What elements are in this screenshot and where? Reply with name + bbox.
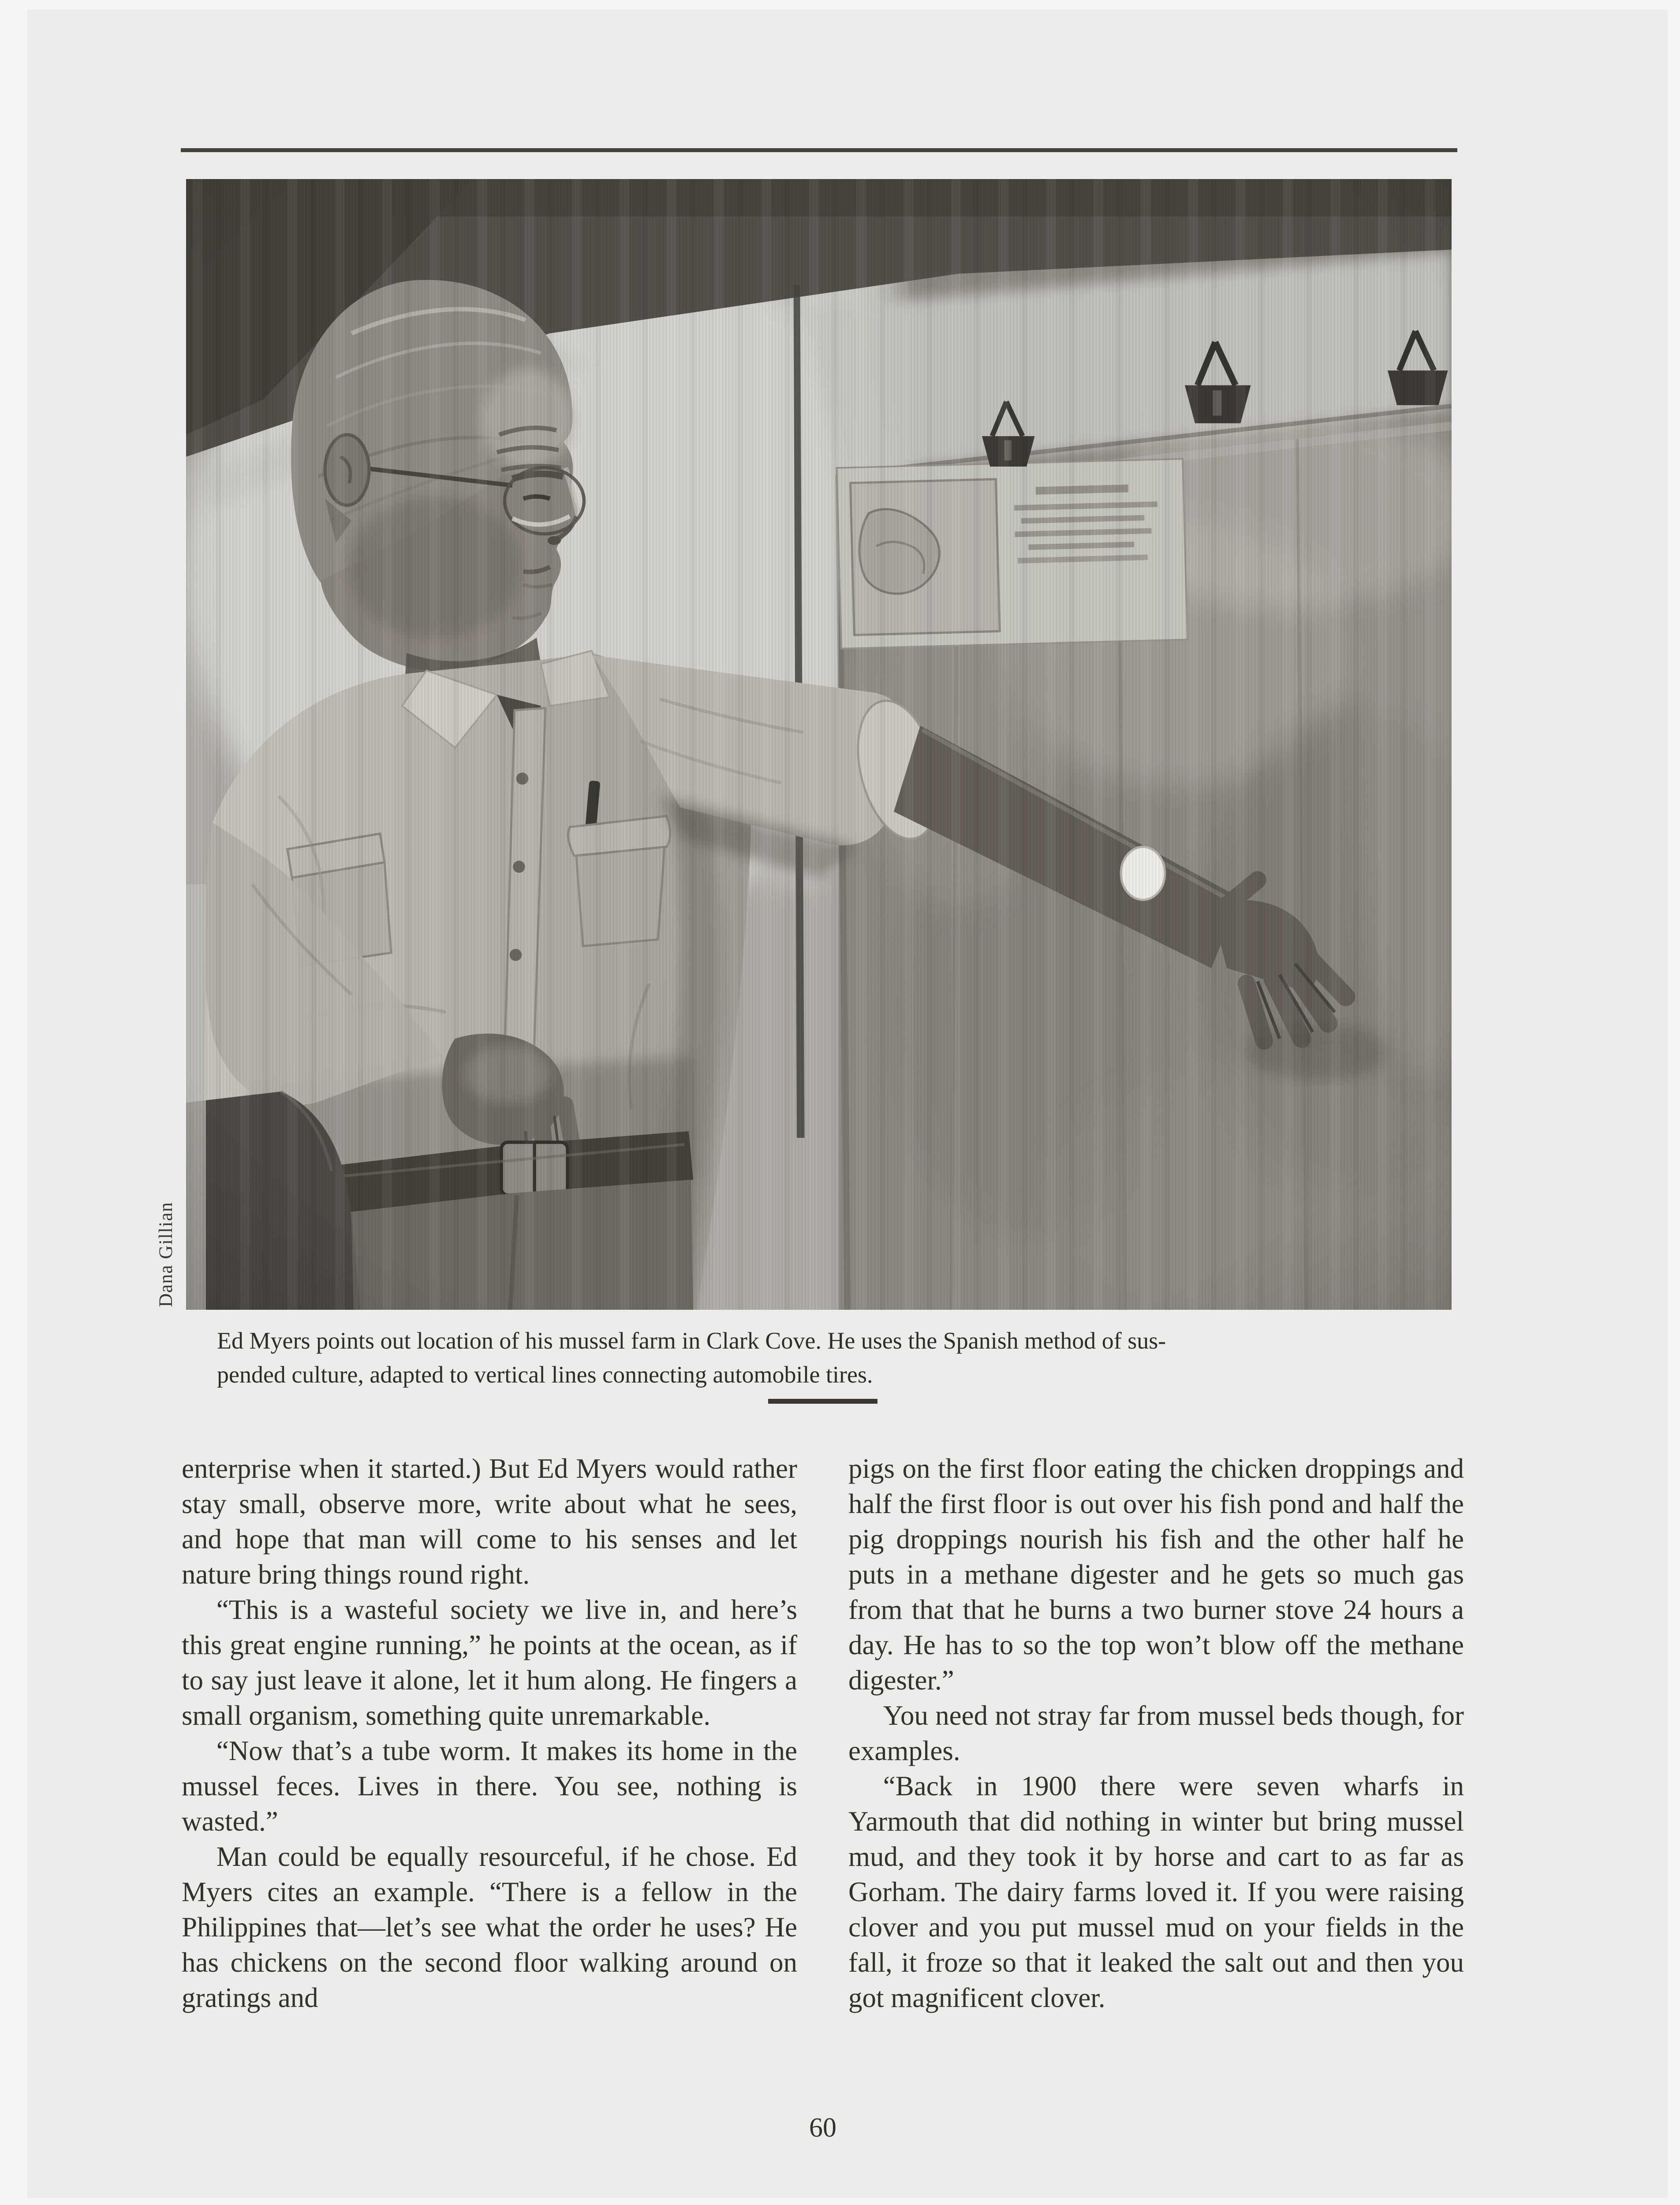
left-column xyxy=(182,1451,797,2015)
article-body xyxy=(182,1451,1464,2015)
scan-edge-left xyxy=(0,0,27,2205)
body-paragraph: Man could be equally resourceful, if he chose. Ed Myers cites an example. “There is a fellow in the Philippines that—let’s see what the order he uses? He has chickens on the second floor walking around on gratings and xyxy=(182,1841,797,2013)
scan-edge-bottom xyxy=(0,2198,1680,2205)
body-paragraph: enterprise when it started.) But Ed Myers would rather stay small, observe more, write about what he sees, and hope that man will come to his senses and let nature bring things round right. xyxy=(182,1453,797,1590)
photo xyxy=(186,179,1452,1310)
photo-caption xyxy=(217,1324,1166,1392)
caption-line: pended culture, adapted to vertical lines connecting automobile tires. xyxy=(217,1361,873,1388)
photo-credit: Dana Gillian xyxy=(156,1202,176,1307)
body-paragraph: You need not stray far from mussel beds though, for examples. xyxy=(848,1700,1464,1766)
right-column xyxy=(848,1451,1464,2015)
body-paragraph: “This is a wasteful society we live in, and here’s this great engine running,” he points at the ocean, as if to say just leave it alone, let it hum along. He fingers a small organism, something quite unremarkable. xyxy=(182,1594,797,1731)
top-rule xyxy=(181,148,1457,152)
scan-edge-top xyxy=(0,0,1680,10)
body-paragraph: “Back in 1900 there were seven wharfs in Yarmouth that did nothing in winter but bring mussel mud, and they took it by horse and cart to as far as Gorham. The dairy farms loved it. If you were raising clover and you put mussel mud on your fields in the fall, it froze so that it leaked the salt out and then you got magnificent clover. xyxy=(848,1771,1464,2013)
caption-line: Ed Myers points out location of his mussel farm in Clark Cove. He uses the Spanish method of sus- xyxy=(217,1327,1166,1354)
body-paragraph: “Now that’s a tube worm. It makes its home in the mussel feces. Lives in there. You see, nothing is wasted.” xyxy=(182,1735,797,1837)
scan-edge-right xyxy=(1668,0,1680,2205)
body-paragraph: pigs on the first floor eating the chicken droppings and half the first floor is out over his fish pond and half the pig droppings nourish his fish and the other half he puts in a methane digester and he gets so much gas from that that he burns a two burner stove 24 hours a day. He has to so the top won’t blow off the methane digester.” xyxy=(848,1453,1464,1696)
photo-illustration xyxy=(186,179,1452,1310)
caption-divider xyxy=(768,1399,877,1404)
page-number: 60 xyxy=(809,2113,836,2143)
